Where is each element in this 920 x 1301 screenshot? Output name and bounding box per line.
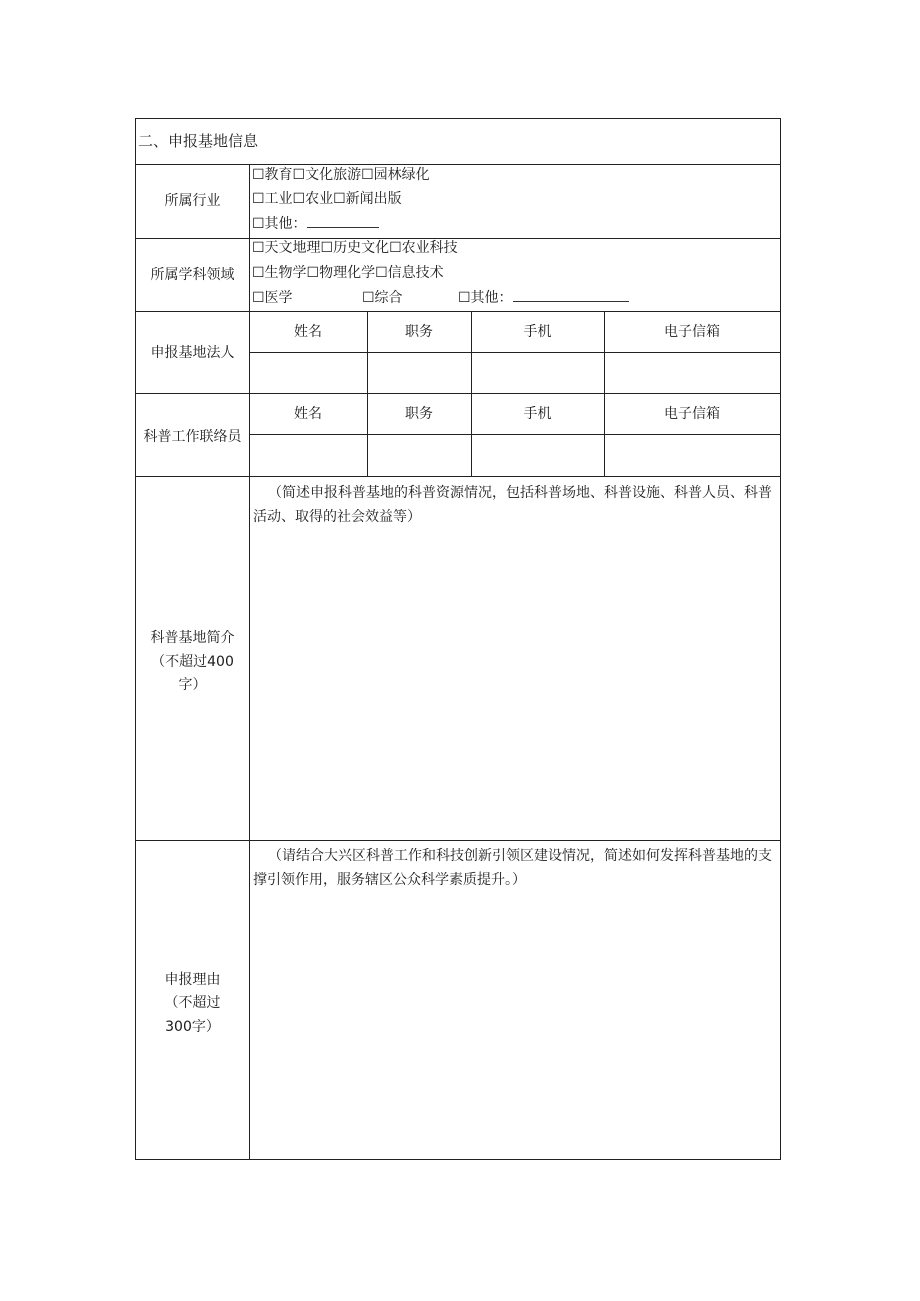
liaison-name-cell[interactable]	[250, 435, 367, 476]
grid-line	[136, 238, 780, 239]
grid-line	[136, 840, 780, 841]
application-form	[135, 118, 781, 1160]
intro-input-area[interactable]	[250, 533, 780, 839]
legal-person-title-cell[interactable]	[368, 353, 471, 393]
discipline-other-label: ☐其他：	[458, 290, 513, 306]
legal-person-email-cell[interactable]	[605, 353, 780, 393]
legal-person-header-phone: 手机	[523, 324, 552, 340]
legal-person-header-email: 电子信箱	[664, 324, 720, 340]
intro-hint: （简述申报科普基地的科普资源情况，包括科普场地、科普设施、科普人员、科普活动、取得的社会效益等）	[253, 485, 772, 525]
discipline-other[interactable]	[458, 289, 629, 307]
liaison-header-title: 职务	[405, 406, 433, 422]
legal-person-header-name: 姓名	[294, 324, 322, 340]
discipline-label: 所属学科领域	[150, 267, 235, 283]
industry-other-label: ☐其他：	[252, 216, 307, 232]
legal-person-phone-cell[interactable]	[472, 353, 604, 393]
discipline-other-blank[interactable]	[513, 289, 629, 302]
intro-label-line-2: （不超过400	[151, 654, 234, 670]
legal-person-header-title: 职务	[405, 324, 433, 340]
liaison-title-cell[interactable]	[368, 435, 471, 476]
liaison-header-phone: 手机	[523, 406, 552, 422]
reason-label-line-3: 300字）	[165, 1019, 220, 1035]
reason-hint: （请结合大兴区科普工作和科技创新引领区建设情况，简述如何发挥科普基地的支撑引领作用，服务辖区公众科学素质提升。）	[253, 848, 772, 888]
legal-person-name-cell[interactable]	[250, 353, 367, 393]
liaison-header-email: 电子信箱	[664, 406, 720, 422]
liaison-phone-cell[interactable]	[472, 435, 604, 476]
grid-line	[136, 476, 780, 477]
grid-line	[136, 311, 780, 312]
industry-other-blank[interactable]	[307, 215, 379, 228]
discipline-options-row-2[interactable]: ☐生物学☐物理化学☐信息技术	[252, 265, 444, 281]
reason-input-area[interactable]	[250, 897, 780, 1159]
discipline-option-general[interactable]: ☐综合	[362, 290, 403, 306]
grid-line	[136, 393, 780, 394]
industry-other[interactable]	[252, 215, 379, 233]
reason-label-line-2: （不超过	[164, 995, 221, 1011]
liaison-label: 科普工作联络员	[143, 429, 242, 445]
reason-label-line-1: 申报理由	[164, 972, 221, 988]
industry-options-row-1[interactable]: ☐教育☐文化旅游☐园林绿化	[252, 167, 430, 183]
intro-label-line-1: 科普基地简介	[150, 630, 235, 646]
industry-options-row-2[interactable]: ☐工业☐农业☐新闻出版	[252, 191, 402, 207]
discipline-option-medicine[interactable]: ☐医学	[252, 290, 293, 306]
discipline-options-row-1[interactable]: ☐天文地理☐历史文化☐农业科技	[252, 240, 458, 256]
section-title: 二、申报基地信息	[138, 132, 259, 150]
liaison-header-name: 姓名	[294, 406, 322, 422]
legal-person-label: 申报基地法人	[150, 345, 235, 361]
industry-label: 所属行业	[164, 193, 221, 209]
liaison-email-cell[interactable]	[605, 435, 780, 476]
intro-label-line-3: 字）	[178, 677, 207, 693]
grid-line	[136, 164, 780, 165]
